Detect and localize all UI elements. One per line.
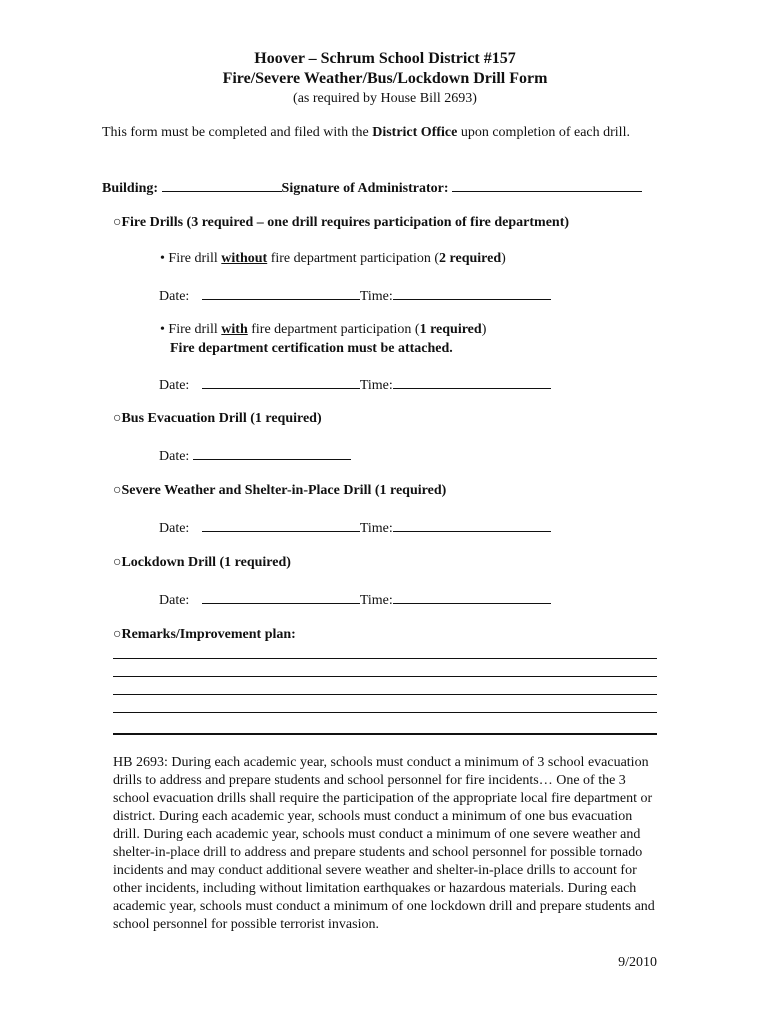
- intro-after: upon completion of each drill.: [457, 125, 630, 140]
- remarks-line[interactable]: [113, 694, 657, 695]
- footer-date: 9/2010: [618, 955, 657, 970]
- signature-label: Signature of Administrator:: [281, 181, 452, 196]
- circle-icon: ○: [113, 555, 122, 570]
- item1-emph: without: [221, 251, 268, 266]
- time-label: Time:: [359, 593, 393, 608]
- fire-drills-heading: [113, 215, 569, 231]
- date-field[interactable]: [202, 287, 360, 300]
- remarks-heading: [113, 627, 296, 643]
- building-label: Building:: [102, 181, 162, 196]
- remarks-line[interactable]: [113, 658, 657, 659]
- bus-drill-heading: [113, 411, 322, 427]
- severe-weather-heading: [113, 483, 446, 499]
- date-field[interactable]: [202, 519, 360, 532]
- date-label: Date:: [159, 593, 190, 608]
- circle-icon: ○: [113, 483, 122, 498]
- remarks-line[interactable]: [113, 712, 657, 713]
- item1-middle: fire department participation (: [267, 251, 440, 266]
- hb-2693-text: HB 2693: During each academic year, schools must conduct a minimum of 3 school evacuation drills to address and prepare students and school personnel for fire incidents… One of the 3 school evacuation drills shall require the participation of the appropriate local fire department or district. During each academic year, schools must conduct a minimum of one bus evacuation drill. During each academic year, schools must conduct a minimum of one severe weather and shelter-in-place drill to address and prepare students and school personnel for possible tornado incidents and may conduct additional severe weather and shelter-in-place drills to account for other incidents, including without limitation earthquakes or hazardous materials. During each academic year, schools must conduct a minimum of one lockdown drill and prepare students and school personnel for possible terrorist invasion.: [113, 755, 655, 932]
- circle-icon: ○: [113, 411, 122, 426]
- building-row: [102, 179, 642, 197]
- date-label: Date:: [159, 521, 190, 536]
- item2-suffix: ): [481, 322, 487, 337]
- time-field[interactable]: [393, 287, 551, 300]
- time-field[interactable]: [393, 376, 551, 389]
- fire-drill-with-item: [160, 322, 486, 338]
- item1-prefix: Fire drill: [168, 251, 222, 266]
- date-time-row: [159, 591, 551, 609]
- form-subtitle: (as required by House Bill 2693): [293, 91, 477, 106]
- circle-icon: ○: [113, 627, 122, 642]
- intro-district-office: District Office: [372, 125, 458, 140]
- fire-certification-note: Fire department certification must be attached.: [170, 341, 453, 356]
- date-time-row: [159, 519, 551, 537]
- lockdown-heading-text: Lockdown Drill (1 required): [121, 555, 291, 570]
- form-title-drill: Fire/Severe Weather/Bus/Lockdown Drill Form: [222, 70, 548, 87]
- signature-field[interactable]: [452, 179, 642, 192]
- intro-text: [102, 125, 630, 141]
- time-label: Time:: [359, 521, 393, 536]
- bullet-icon: •: [160, 251, 165, 266]
- item1-count: 2 required: [439, 251, 502, 266]
- remarks-heading-text: Remarks/Improvement plan:: [121, 627, 296, 642]
- date-field[interactable]: [193, 447, 351, 460]
- circle-icon: ○: [113, 215, 122, 230]
- fire-drills-heading-text: Fire Drills (3 required – one drill requires participation of fire department): [121, 215, 570, 230]
- section-divider: [113, 733, 657, 735]
- item2-count: 1 required: [419, 322, 482, 337]
- item2-prefix: Fire drill: [168, 322, 222, 337]
- time-field[interactable]: [393, 591, 551, 604]
- building-field[interactable]: [162, 179, 282, 192]
- time-label: Time:: [359, 378, 393, 393]
- date-field[interactable]: [202, 591, 360, 604]
- remarks-line[interactable]: [113, 676, 657, 677]
- fire-drill-without-item: [160, 251, 506, 267]
- date-label: Date:: [159, 289, 190, 304]
- time-label: Time:: [359, 289, 393, 304]
- date-row: [159, 447, 351, 465]
- date-field[interactable]: [202, 376, 360, 389]
- severe-heading-text: Severe Weather and Shelter-in-Place Drill (1 required): [121, 483, 447, 498]
- intro-before: This form must be completed and filed with the: [102, 125, 373, 140]
- date-label: Date:: [159, 378, 190, 393]
- item2-middle: fire department participation (: [247, 322, 420, 337]
- form-title-district: Hoover – Schrum School District #157: [254, 50, 516, 67]
- date-label: Date:: [159, 449, 190, 464]
- bus-heading-text: Bus Evacuation Drill (1 required): [121, 411, 322, 426]
- bullet-icon: •: [160, 322, 165, 337]
- date-time-row: [159, 287, 551, 305]
- date-time-row: [159, 376, 551, 394]
- lockdown-heading: [113, 555, 291, 571]
- time-field[interactable]: [393, 519, 551, 532]
- item2-emph: with: [221, 322, 248, 337]
- item1-suffix: ): [501, 251, 506, 266]
